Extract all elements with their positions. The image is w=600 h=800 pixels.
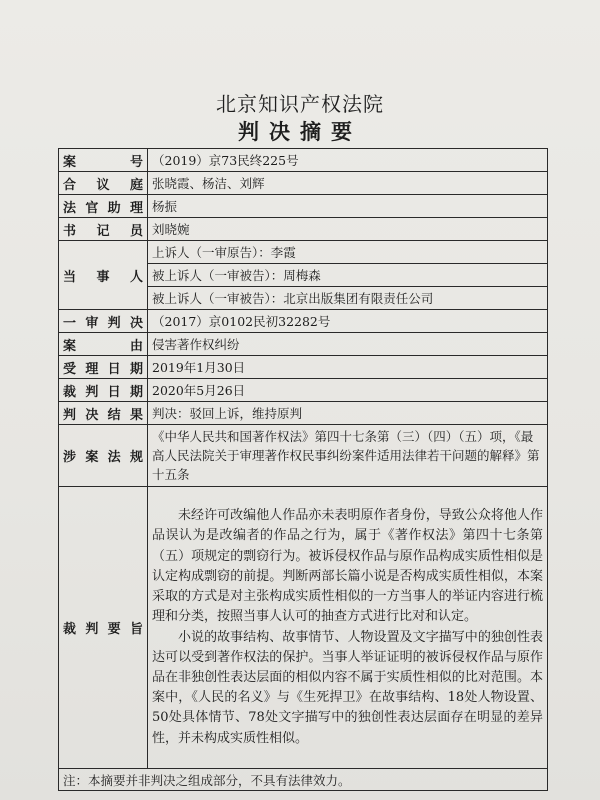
value-appellee-2: 被上诉人（一审被告）：北京出版集团有限责任公司 [148,287,548,310]
value-appellant: 上诉人（一审原告）：李霞 [148,241,548,264]
summary-paragraph-1: 未经许可改编他人作品亦未表明原作者身份，导致公众将他人作品误认为是改编者的作品之行为，属于《著作权法》第四十七条第（五）项规定的剽窃行为。被诉侵权作品与原作品构成实质性相似是认定构成剽窃的前提。判断两部长篇小说是否构成实质性相似，本案采取的方式是对主张构成实质性相似的一方当事人的举证内容进行梳理和分类，按照当事人认可的抽查方式进行比对和认定。 [152,508,543,625]
value-accepted-date: 2019年1月30日 [148,356,548,379]
summary-paragraph-2: 小说的故事结构、故事情节、人物设置及文字描写中的独创性表达可以受到著作权法的保护。当事人举证证明的被诉侵权作品与原作品在非独创性表达层面的相似内容不属于实质性相似的比对范围。本案中，《人民的名义》与《生死捍卫》在故事结构、18处人物设置、50处具体情节、78处文字描写中的独创性表达层面存在明显的差异性，并未构成实质性相似。 [152,629,543,746]
label-case-no: 案号 [59,149,148,172]
label-clerk: 书记员 [59,218,148,241]
label-summary: 裁判要旨 [59,487,148,769]
value-summary [148,487,548,769]
value-result: 判决：驳回上诉，维持原判 [148,402,548,425]
value-appellee-1: 被上诉人（一审被告）：周梅森 [148,264,548,287]
row-result [59,402,548,425]
label-cause: 案由 [59,333,148,356]
value-clerk: 刘晓婉 [148,218,548,241]
value-judgment-date: 2020年5月26日 [148,379,548,402]
value-first-instance: （2017）京0102民初32282号 [148,310,548,333]
label-parties: 当事人 [59,241,148,310]
footnote: 注：本摘要并非判决之组成部分，不具有法律效力。 [59,769,548,791]
label-panel: 合议庭 [59,172,148,195]
label-laws: 涉案法规 [59,425,148,487]
court-name: 北京知识产权法院 [216,92,384,116]
label-assistant: 法官助理 [59,195,148,218]
value-panel: 张晓霞、杨洁、刘辉 [148,172,548,195]
value-cause: 侵害著作权纠纷 [148,333,548,356]
row-laws [59,425,548,487]
row-clerk [59,218,548,241]
label-judgment-date: 裁判日期 [59,379,148,402]
row-case-no [59,149,548,172]
value-assistant: 杨振 [148,195,548,218]
document-title: 判决摘要 [238,119,362,144]
label-first-instance: 一审判决 [59,310,148,333]
row-panel [59,172,548,195]
value-laws: 《中华人民共和国著作权法》第四十七条第（三）（四）（五）项，《最高人民法院关于审理著作权民事纠纷案件适用法律若干问题的解释》第十五条 [148,425,548,487]
summary-table [58,148,548,791]
row-summary [59,487,548,769]
row-judgment-date [59,379,548,402]
row-parties-1 [59,241,548,264]
row-accepted-date [59,356,548,379]
row-cause [59,333,548,356]
label-result: 判决结果 [59,402,148,425]
row-first-instance [59,310,548,333]
value-case-no: （2019）京73民终225号 [148,149,548,172]
row-note [59,769,548,791]
label-accepted-date: 受理日期 [59,356,148,379]
row-assistant [59,195,548,218]
